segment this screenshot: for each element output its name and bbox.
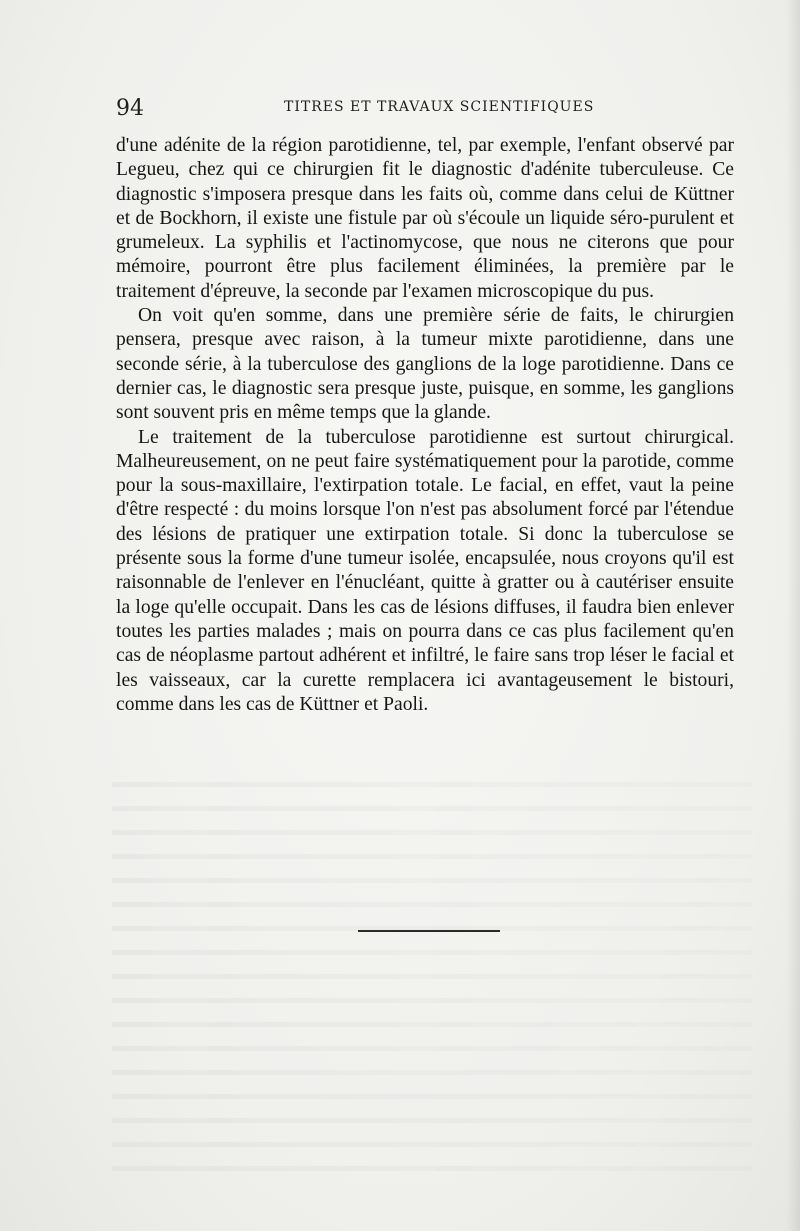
paragraph-treatment: Le traitement de la tuberculose parotidienne est surtout chirurgical. Malheureusement, on ne peut faire systématiquement pour la parotide, comme pour la sous-maxillaire, l'extirpation totale. Le facial, en effet, vaut la peine d'être respecté : du moins lorsque l'on n'est pas absolument forcé par l'étendue des lésions de pratiquer une extirpation totale. Si donc la tuberculose se présente sous la forme d'une tumeur isolée, encapsulée, nous croyons qu'il est raisonnable de l'enlever en l'énucléant, quitte à gratter ou à cautériser ensuite la loge qu'elle occupait. Dans les cas de lésions diffuses, il faudra bien enlever toutes les parties malades ; mais on pourra dans ce cas plus facilement qu'en cas de néoplasme partout adhérent et infiltré, le faire sans trop léser le facial et les vaisseaux, car la curette remplacera ici avantageusement le bistouri, comme dans les cas de Küttner et Paoli. xyxy=(116,426,734,715)
paragraph-continuation: d'une adénite de la région parotidienne, tel, par exemple, l'enfant observé par Legueu, chez qui ce chirurgien fit le diagnostic d'adénite tuberculeuse. Ce diagnostic s'imposera presque dans les faits où, comme dans celui de Küttner et de Bockhorn, il existe une fistule par où s'écoule un liquide séro-purulent et grumeleux. La syphilis et l'actinomycose, que nous ne citerons que pour mémoire, pourront être plus facilement éliminées, la première par le traitement d'épreuve, la seconde par l'examen microscopique du pus. xyxy=(116,135,734,302)
body-text xyxy=(116,134,734,717)
page-header xyxy=(116,96,736,126)
show-through-text xyxy=(112,770,752,1190)
running-title: TITRES ET TRAVAUX SCIENTIFIQUES xyxy=(284,99,595,115)
paragraph-diagnosis-summary: On voit qu'en somme, dans une première série de faits, le chirurgien pensera, presque avec raison, à la tumeur mixte parotidienne, dans une seconde série, à la tuberculose des ganglions de la loge parotidienne. Dans ce dernier cas, le diagnostic sera presque juste, puisque, en somme, les ganglions sont souvent pris en même temps que la glande. xyxy=(116,305,734,424)
page-number: 94 xyxy=(116,96,144,121)
page-edge-shadow xyxy=(786,0,800,1231)
section-separator-rule xyxy=(358,930,500,932)
